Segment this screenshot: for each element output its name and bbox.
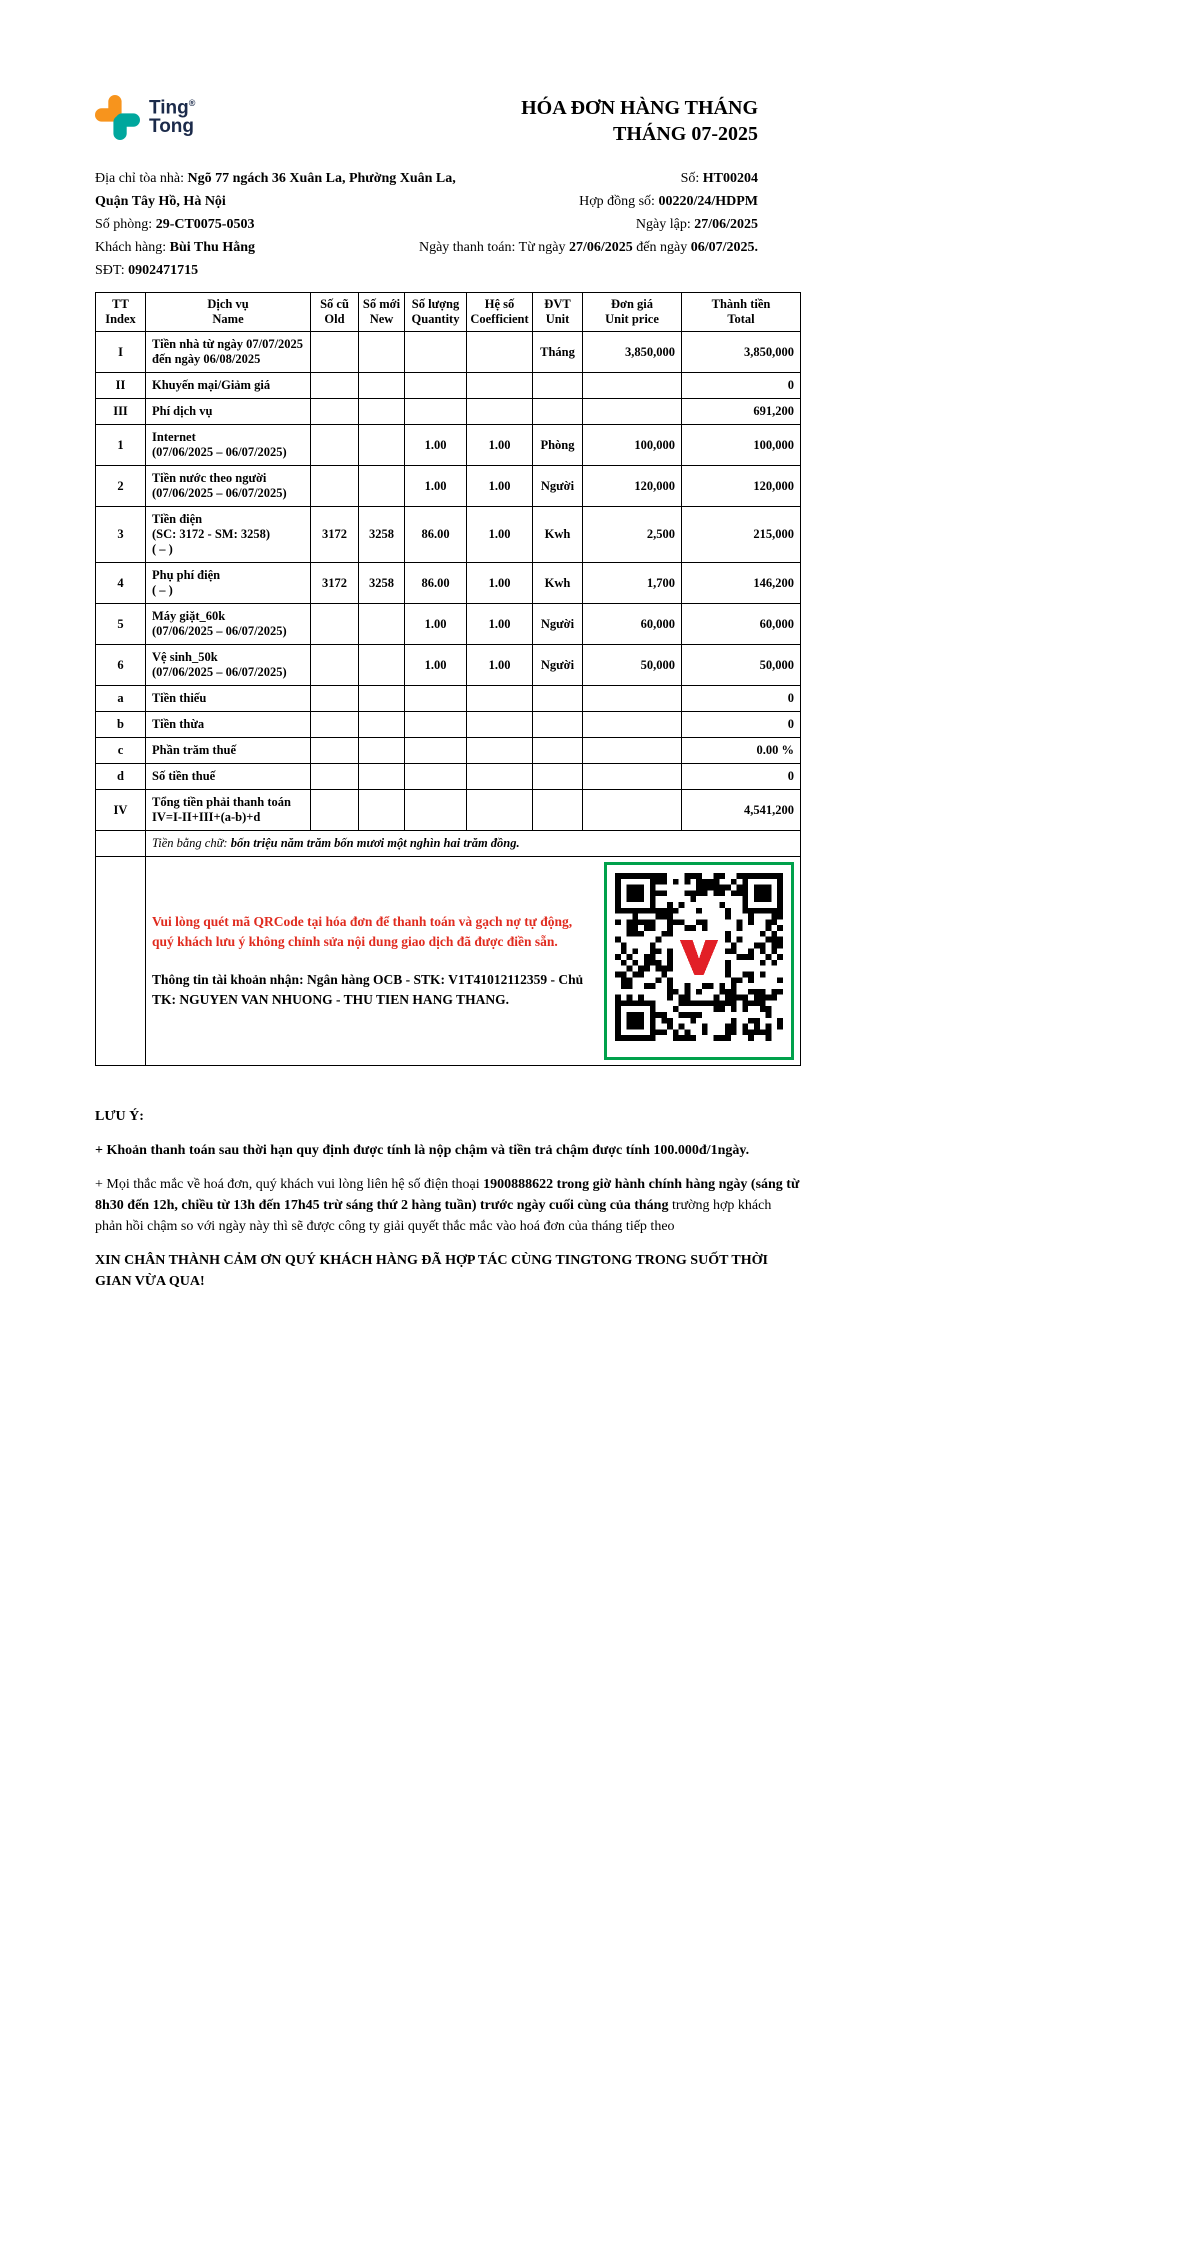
header-line-en: Index <box>105 312 136 326</box>
cell-new <box>359 790 405 831</box>
header-line-vi: Đơn giá <box>611 297 653 311</box>
cell-old <box>311 790 359 831</box>
cell-new <box>359 686 405 712</box>
info-line-4 <box>95 236 800 259</box>
cell-price: 100,000 <box>583 425 682 466</box>
cell-unit <box>533 399 583 425</box>
cell-unit <box>533 764 583 790</box>
cell-new <box>359 645 405 686</box>
qr-instructions <box>152 912 588 1011</box>
cell-new <box>359 738 405 764</box>
cell-name: Tiền điện (SC: 3172 - SM: 3258) ( – ) <box>146 507 311 563</box>
header-line-en: Total <box>727 312 755 326</box>
cell-unit: Người <box>533 645 583 686</box>
cell-unit: Kwh <box>533 563 583 604</box>
cell-qty <box>405 399 467 425</box>
cell-unit: Người <box>533 466 583 507</box>
cell-total: 50,000 <box>682 645 801 686</box>
cell-qty: 1.00 <box>405 425 467 466</box>
cell-name: Máy giặt_60k (07/06/2025 – 06/07/2025) <box>146 604 311 645</box>
amount-in-words-row <box>96 831 801 857</box>
cell-total: 100,000 <box>682 425 801 466</box>
header-line-en: Quantity <box>411 312 460 326</box>
cell-index: 4 <box>96 563 146 604</box>
cell-unit <box>533 738 583 764</box>
header-line-en: Coefficient <box>470 312 529 326</box>
cell-coef: 1.00 <box>467 425 533 466</box>
cell-coef <box>467 686 533 712</box>
header-line-vi: Hệ số <box>484 297 515 311</box>
cell-qty <box>405 738 467 764</box>
cell-name: Vệ sinh_50k (07/06/2025 – 06/07/2025) <box>146 645 311 686</box>
cell-coef <box>467 738 533 764</box>
building-address-2: Quận Tây Hồ, Hà Nội <box>95 194 226 209</box>
cell-unit <box>533 686 583 712</box>
cell-price: 1,700 <box>583 563 682 604</box>
cell-total: 215,000 <box>682 507 801 563</box>
cell-unit: Kwh <box>533 507 583 563</box>
cell-total: 0 <box>682 373 801 399</box>
table-row <box>96 507 801 563</box>
cell-price: 120,000 <box>583 466 682 507</box>
cell-total: 120,000 <box>682 466 801 507</box>
cell-total: 0.00 % <box>682 738 801 764</box>
cell-total: 4,541,200 <box>682 790 801 831</box>
cell-coef: 1.00 <box>467 645 533 686</box>
cell-total: 691,200 <box>682 399 801 425</box>
footer-closing: XIN CHÂN THÀNH CẢM ƠN QUÝ KHÁCH HÀNG ĐÃ HỢP TÁC CÙNG TINGTONG TRONG SUỐT THỜI GIAN VỪA QUA! <box>95 1253 768 1289</box>
table-row <box>96 645 801 686</box>
cell-old <box>311 645 359 686</box>
empty-index-cell <box>96 831 146 857</box>
column-header-quantity <box>405 293 467 332</box>
cell-index: a <box>96 686 146 712</box>
cell-new <box>359 332 405 373</box>
cell-old <box>311 425 359 466</box>
cell-new: 3258 <box>359 563 405 604</box>
cell-name: Phí dịch vụ <box>146 399 311 425</box>
cell-coef <box>467 399 533 425</box>
cell-old: 3172 <box>311 507 359 563</box>
column-header-name <box>146 293 311 332</box>
cell-new <box>359 604 405 645</box>
cell-unit: Phòng <box>533 425 583 466</box>
cell-total: 0 <box>682 686 801 712</box>
qr-code-frame <box>604 862 794 1060</box>
cell-total: 146,200 <box>682 563 801 604</box>
column-header-coefficient <box>467 293 533 332</box>
cell-new <box>359 373 405 399</box>
cell-old <box>311 712 359 738</box>
room-number: Số phòng: 29-CT0075-0503 <box>95 217 255 232</box>
cell-index: I <box>96 332 146 373</box>
header-line-vi: TT <box>112 297 129 311</box>
cell-index: d <box>96 764 146 790</box>
cell-coef: 1.00 <box>467 507 533 563</box>
cell-index: III <box>96 399 146 425</box>
amount-in-words-value: bốn triệu năm trăm bốn mươi một nghìn hai trăm đồng. <box>230 836 520 850</box>
table-header-row <box>96 293 801 332</box>
invoice-header <box>95 95 800 147</box>
invoice-page <box>0 0 900 1292</box>
invoice-table <box>95 292 801 1066</box>
cell-new: 3258 <box>359 507 405 563</box>
cell-name: Phụ phí điện ( – ) <box>146 563 311 604</box>
amount-in-words-label: Tiền bằng chữ: <box>152 836 231 850</box>
cell-unit <box>533 790 583 831</box>
column-header-unit-price <box>583 293 682 332</box>
cell-new <box>359 712 405 738</box>
customer-name: Khách hàng: Bùi Thu Hằng <box>95 240 256 255</box>
info-line-2 <box>95 190 800 213</box>
cell-name: Tiền thừa <box>146 712 311 738</box>
issue-date: Ngày lập: 27/06/2025 <box>635 217 758 232</box>
cell-qty <box>405 764 467 790</box>
cell-new <box>359 764 405 790</box>
cell-qty: 86.00 <box>405 507 467 563</box>
bank-account-info: Thông tin tài khoản nhận: Ngân hàng OCB - STK: V1T41012112359 - Chủ TK: NGUYEN VAN NHUONG - THU TIEN HANG THANG. <box>152 972 584 1008</box>
contract-number: Hợp đồng số: 00220/24/HDPM <box>579 194 758 209</box>
invoice-info <box>95 167 800 282</box>
header-line-vi: Số mới <box>362 297 401 311</box>
cell-price: 2,500 <box>583 507 682 563</box>
cell-qty: 86.00 <box>405 563 467 604</box>
table-row <box>96 466 801 507</box>
tingtong-logo-icon <box>95 95 140 140</box>
cell-price <box>583 399 682 425</box>
header-line-vi: Số cũ <box>320 297 349 311</box>
cell-qty <box>405 332 467 373</box>
cell-old <box>311 738 359 764</box>
table-row <box>96 764 801 790</box>
cell-name: Tiền thiếu <box>146 686 311 712</box>
cell-new <box>359 425 405 466</box>
payment-period: Ngày thanh toán: Từ ngày 27/06/2025 đến ngày 06/07/2025. <box>418 240 758 255</box>
cell-new <box>359 399 405 425</box>
building-address: Địa chỉ tòa nhà: Ngõ 77 ngách 36 Xuân La, Phường Xuân La, <box>95 171 456 186</box>
header-line-en: Old <box>324 312 345 326</box>
cell-coef <box>467 790 533 831</box>
qr-section-cell <box>146 857 801 1066</box>
column-header-total <box>682 293 801 332</box>
cell-name: Khuyến mại/Giảm giá <box>146 373 311 399</box>
account-holder: NGUYEN VAN NHUONG - THU TIEN HANG THANG <box>179 992 506 1008</box>
table-row <box>96 790 801 831</box>
cell-qty <box>405 686 467 712</box>
qr-notice-text: Vui lòng quét mã QRCode tại hóa đơn để thanh toán và gạch nợ tự động, quý khách lưu ý không chỉnh sửa nội dung giao dịch đã được điền sẵn. <box>152 913 573 949</box>
cell-qty <box>405 373 467 399</box>
cell-old: 3172 <box>311 563 359 604</box>
cell-price <box>583 373 682 399</box>
cell-qty <box>405 712 467 738</box>
cell-qty: 1.00 <box>405 604 467 645</box>
info-line-1 <box>95 167 800 190</box>
cell-name: Tiền nhà từ ngày 07/07/2025 đến ngày 06/08/2025 <box>146 332 311 373</box>
cell-coef <box>467 712 533 738</box>
cell-old <box>311 466 359 507</box>
cell-index: 3 <box>96 507 146 563</box>
cell-coef <box>467 373 533 399</box>
header-line-vi: Thành tiền <box>711 297 771 311</box>
cell-index: 1 <box>96 425 146 466</box>
header-line-vi: ĐVT <box>544 297 571 311</box>
cell-index: 2 <box>96 466 146 507</box>
cell-qty: 1.00 <box>405 466 467 507</box>
cell-old <box>311 399 359 425</box>
tingtong-logo-text <box>149 99 195 137</box>
logo-line-tong: Tong <box>149 115 195 137</box>
account-number: V1T41012112359 <box>448 972 548 987</box>
registered-mark: ® <box>188 97 196 108</box>
cell-price <box>583 712 682 738</box>
qr-code <box>615 873 783 1041</box>
cell-old <box>311 373 359 399</box>
table-row <box>96 738 801 764</box>
cell-old <box>311 764 359 790</box>
header-line-vi: Dịch vụ <box>207 297 249 311</box>
cell-price <box>583 738 682 764</box>
invoice-number: Số: HT00204 <box>680 171 758 186</box>
cell-price: 50,000 <box>583 645 682 686</box>
footer-note-late-fee: + Khoản thanh toán sau thời hạn quy định được tính là nộp chậm và tiền trả chậm được tính 100.000đ/1ngày. <box>95 1143 750 1158</box>
cell-index: 6 <box>96 645 146 686</box>
info-line-3 <box>95 213 800 236</box>
header-line-en: New <box>369 312 394 326</box>
cell-coef <box>467 764 533 790</box>
cell-coef: 1.00 <box>467 563 533 604</box>
tingtong-logo <box>95 95 195 140</box>
cell-old <box>311 604 359 645</box>
cell-total: 0 <box>682 764 801 790</box>
table-row <box>96 373 801 399</box>
cell-price <box>583 686 682 712</box>
cell-unit <box>533 712 583 738</box>
cell-price <box>583 790 682 831</box>
footer-heading: LƯU Ý: <box>95 1109 144 1124</box>
cell-price: 60,000 <box>583 604 682 645</box>
footer-notes <box>95 1106 800 1292</box>
cell-name: Tiền nước theo người (07/06/2025 – 06/07/2025) <box>146 466 311 507</box>
cell-name: Internet (07/06/2025 – 06/07/2025) <box>146 425 311 466</box>
header-line-en: Unit price <box>605 312 659 326</box>
cell-index: 5 <box>96 604 146 645</box>
table-row <box>96 563 801 604</box>
cell-total: 3,850,000 <box>682 332 801 373</box>
qr-row <box>96 857 801 1066</box>
cell-unit: Tháng <box>533 332 583 373</box>
cell-index: IV <box>96 790 146 831</box>
info-line-5 <box>95 259 800 282</box>
column-header-index <box>96 293 146 332</box>
header-line-en: Name <box>212 312 244 326</box>
table-row <box>96 686 801 712</box>
cell-new <box>359 466 405 507</box>
column-header-old <box>311 293 359 332</box>
cell-name: Phần trăm thuế <box>146 738 311 764</box>
cell-price: 3,850,000 <box>583 332 682 373</box>
cell-old <box>311 332 359 373</box>
header-line-vi: Số lượng <box>411 297 460 311</box>
column-header-unit <box>533 293 583 332</box>
table-row <box>96 399 801 425</box>
cell-index: II <box>96 373 146 399</box>
invoice-title: HÓA ĐƠN HÀNG THÁNG THÁNG 07-2025 <box>521 97 758 145</box>
cell-total: 60,000 <box>682 604 801 645</box>
table-row <box>96 425 801 466</box>
cell-index: c <box>96 738 146 764</box>
cell-qty <box>405 790 467 831</box>
customer-phone: SĐT: 0902471715 <box>95 263 199 278</box>
amount-in-words-cell <box>146 831 801 857</box>
cell-qty: 1.00 <box>405 645 467 686</box>
cell-index: b <box>96 712 146 738</box>
cell-unit <box>533 373 583 399</box>
cell-unit: Người <box>533 604 583 645</box>
cell-coef <box>467 332 533 373</box>
column-header-new <box>359 293 405 332</box>
table-row <box>96 712 801 738</box>
cell-total: 0 <box>682 712 801 738</box>
header-line-en: Unit <box>545 312 570 326</box>
hotline-number: 1900888622 trong giờ hành chính hàng ngày (sáng từ 8h30 đến 12h, chiều từ 13h đến 17h45 trừ sáng thứ 2 hàng tuần) <box>95 1177 800 1213</box>
cell-old <box>311 686 359 712</box>
table-row <box>96 332 801 373</box>
table-row <box>96 604 801 645</box>
footer-note-contact: + Mọi thắc mắc về hoá đơn, quý khách vui lòng liên hệ số điện thoại 1900888622 trong giờ hành chính hàng ngày (sáng từ 8h30 đến 12h, chiều từ 13h đến 17h45 trừ sáng thứ 2 hàng tuần) trước ngày cuối cùng của tháng trường hợp khách phản hồi chậm so với ngày này thì sẽ được công ty giải quyết thắc mắc vào hoá đơn của tháng tiếp theo <box>95 1177 800 1234</box>
cell-coef: 1.00 <box>467 466 533 507</box>
cell-coef: 1.00 <box>467 604 533 645</box>
empty-index-cell <box>96 857 146 1066</box>
cell-name: Tổng tiền phải thanh toán IV=I-II+III+(a-b)+d <box>146 790 311 831</box>
logo-line-ting: Ting® <box>149 97 196 119</box>
cell-name: Số tiền thuế <box>146 764 311 790</box>
cell-price <box>583 764 682 790</box>
